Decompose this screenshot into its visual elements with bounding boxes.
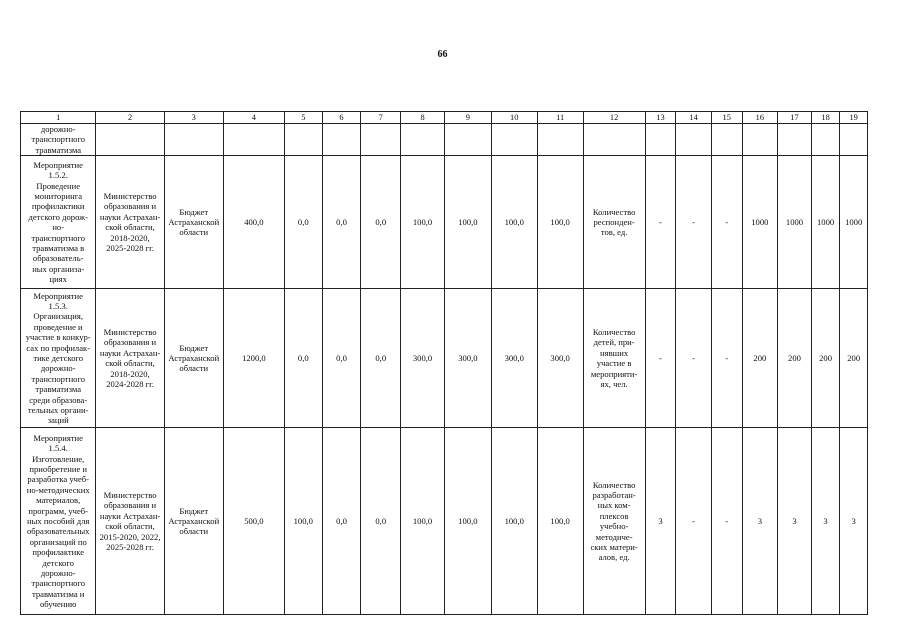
cell-col-6: 0,0 [322, 289, 361, 428]
cell-col-6 [322, 124, 361, 156]
cell-col-15 [711, 124, 742, 156]
column-number-header-row [21, 112, 868, 124]
cell-col-8: 300,0 [401, 289, 445, 428]
column-number-5: 5 [284, 112, 322, 124]
cell-col-4: 400,0 [223, 156, 284, 289]
cell-col-15: - [711, 156, 742, 289]
cell-col-8: 100,0 [401, 156, 445, 289]
column-number-19: 19 [840, 112, 868, 124]
cell-col-7: 0,0 [361, 289, 401, 428]
cell-col-9: 100,0 [444, 428, 491, 615]
cell-col-10: 100,0 [491, 428, 537, 615]
cell-col-17: 3 [778, 428, 812, 615]
cell-col-2: Министерство образования и науки Астрахан- ской области, 2018-2020, 2025-2028 гг. [96, 156, 164, 289]
column-number-16: 16 [742, 112, 778, 124]
cell-col-2: Министерство образования и науки Астрахан- ской области, 2015-2020, 2022, 2025-2028 гг. [96, 428, 164, 615]
column-number-9: 9 [444, 112, 491, 124]
cell-col-19: 200 [840, 289, 868, 428]
cell-col-17 [778, 124, 812, 156]
table-row-continuation [21, 124, 868, 156]
cell-col-16: 200 [742, 289, 778, 428]
column-number-18: 18 [811, 112, 840, 124]
cell-col-19 [840, 124, 868, 156]
column-number-3: 3 [164, 112, 223, 124]
column-number-10: 10 [491, 112, 537, 124]
cell-col-9 [444, 124, 491, 156]
column-number-17: 17 [778, 112, 812, 124]
cell-col-1: Мероприятие 1.5.4. Изготовление, приобретение и разработка учеб- но-методических материалов, программ, учеб- ных пособий для образовательных организаций по профилактике детского дорожно- транспортного травматизма и обучению [21, 428, 96, 615]
cell-col-14: - [676, 428, 712, 615]
cell-col-18 [811, 124, 840, 156]
cell-col-13: - [645, 289, 676, 428]
cell-col-6: 0,0 [322, 428, 361, 615]
cell-col-19: 3 [840, 428, 868, 615]
cell-col-1: Мероприятие 1.5.3. Организация, проведение и участие в конкур- сах по профилак- тике детского дорожно- транспортного травматизма среди образова- тельных органи- заций [21, 289, 96, 428]
cell-col-11: 100,0 [537, 156, 583, 289]
cell-col-8 [401, 124, 445, 156]
cell-col-7: 0,0 [361, 156, 401, 289]
cell-col-18: 3 [811, 428, 840, 615]
cell-col-4 [223, 124, 284, 156]
cell-col-6: 0,0 [322, 156, 361, 289]
column-number-6: 6 [322, 112, 361, 124]
cell-col-14: - [676, 156, 712, 289]
table-row-measure-1-5-3 [21, 289, 868, 428]
cell-col-18: 200 [811, 289, 840, 428]
cell-col-9: 300,0 [444, 289, 491, 428]
cell-col-17: 200 [778, 289, 812, 428]
cell-col-12: Количество детей, при- нявших участие в мероприяти- ях, чел. [583, 289, 645, 428]
column-number-2: 2 [96, 112, 164, 124]
cell-col-7: 0,0 [361, 428, 401, 615]
cell-col-5: 0,0 [284, 156, 322, 289]
table-row-measure-1-5-4 [21, 428, 868, 615]
cell-col-14: - [676, 289, 712, 428]
cell-col-2 [96, 124, 164, 156]
program-measures-table [20, 111, 868, 615]
cell-col-1: Мероприятие 1.5.2. Проведение мониторинга профилактики детского дорож- но- транспортного травматизма в образователь- ных организа- циях [21, 156, 96, 289]
cell-col-12: Количество разработан- ных ком- плексов учебно- методиче- ских матери- алов, ед. [583, 428, 645, 615]
cell-col-12 [583, 124, 645, 156]
column-number-8: 8 [401, 112, 445, 124]
column-number-1: 1 [21, 112, 96, 124]
cell-col-7 [361, 124, 401, 156]
column-number-11: 11 [537, 112, 583, 124]
cell-col-14 [676, 124, 712, 156]
cell-col-13: 3 [645, 428, 676, 615]
cell-col-19: 1000 [840, 156, 868, 289]
cell-col-3: Бюджет Астраханской области [164, 289, 223, 428]
cell-col-16: 3 [742, 428, 778, 615]
cell-col-8: 100,0 [401, 428, 445, 615]
column-number-12: 12 [583, 112, 645, 124]
column-number-15: 15 [711, 112, 742, 124]
cell-col-3: Бюджет Астраханской области [164, 428, 223, 615]
cell-col-9: 100,0 [444, 156, 491, 289]
cell-col-11: 100,0 [537, 428, 583, 615]
cell-col-4: 500,0 [223, 428, 284, 615]
cell-col-2: Министерство образования и науки Астрахан- ской области, 2018-2020, 2024-2028 гг. [96, 289, 164, 428]
column-number-4: 4 [223, 112, 284, 124]
cell-col-10: 300,0 [491, 289, 537, 428]
table-row-measure-1-5-2 [21, 156, 868, 289]
column-number-13: 13 [645, 112, 676, 124]
column-number-14: 14 [676, 112, 712, 124]
cell-col-5: 100,0 [284, 428, 322, 615]
cell-col-4: 1200,0 [223, 289, 284, 428]
cell-col-15: - [711, 289, 742, 428]
cell-col-18: 1000 [811, 156, 840, 289]
cell-col-10: 100,0 [491, 156, 537, 289]
cell-col-16: 1000 [742, 156, 778, 289]
cell-col-11: 300,0 [537, 289, 583, 428]
cell-col-3: Бюджет Астраханской области [164, 156, 223, 289]
cell-col-12: Количество респонден- тов, ед. [583, 156, 645, 289]
cell-col-5 [284, 124, 322, 156]
cell-col-17: 1000 [778, 156, 812, 289]
column-number-7: 7 [361, 112, 401, 124]
cell-col-1: дорожно- транспортного травматизма [21, 124, 96, 156]
cell-col-13: - [645, 156, 676, 289]
cell-col-5: 0,0 [284, 289, 322, 428]
page-number: 66 [437, 49, 448, 60]
cell-col-3 [164, 124, 223, 156]
cell-col-13 [645, 124, 676, 156]
cell-col-10 [491, 124, 537, 156]
cell-col-16 [742, 124, 778, 156]
cell-col-15: - [711, 428, 742, 615]
cell-col-11 [537, 124, 583, 156]
